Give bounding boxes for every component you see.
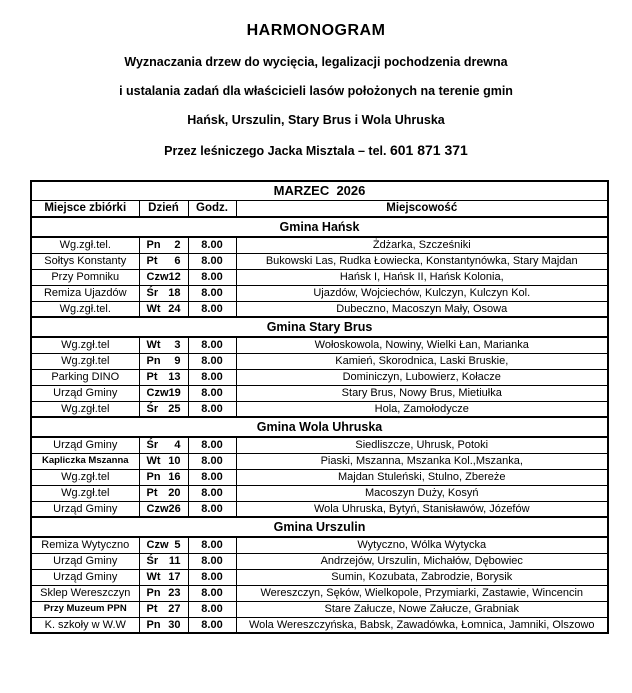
- day-wrap: [140, 354, 188, 368]
- column-header-row: [31, 200, 608, 217]
- day-abbreviation: Śr: [146, 439, 159, 452]
- time-cell: 8.00: [188, 369, 236, 385]
- day-abbreviation: Czw: [146, 387, 169, 399]
- day-number: 26: [168, 502, 181, 515]
- time-cell: 8.00: [188, 353, 236, 369]
- localities-cell: Ujazdów, Wojciechów, Kulczyn, Kulczyn Kol.: [236, 285, 608, 301]
- table-row: [31, 601, 608, 617]
- subtitle-line-3: Hańsk, Urszulin, Stary Brus i Wola Uhruska: [187, 113, 445, 127]
- table-row: [31, 501, 608, 517]
- day-cell: [139, 453, 188, 469]
- day-cell: [139, 501, 188, 517]
- meeting-place-cell: Wg.zgł.tel: [31, 337, 139, 353]
- localities-cell: Wereszczyn, Sęków, Wielkopole, Przymiarki, Zastawie, Wincencin: [236, 585, 608, 601]
- section-header-row: [31, 217, 608, 237]
- day-wrap: [140, 438, 188, 452]
- meeting-place-cell: Wg.zgł.tel: [31, 485, 139, 501]
- day-abbreviation: Pn: [146, 587, 161, 599]
- table-row: [31, 469, 608, 485]
- table-row: [31, 237, 608, 253]
- table-row: [31, 617, 608, 633]
- day-abbreviation: Wt: [146, 302, 161, 315]
- localities-cell: Stare Załucze, Nowe Załucze, Grabniak: [236, 601, 608, 617]
- day-cell: [139, 437, 188, 453]
- day-wrap: [140, 602, 188, 616]
- localities-cell: Macoszyn Duży, Kosyń: [236, 485, 608, 501]
- localities-cell: Wola Wereszczyńska, Babsk, Zawadówka, Łomnica, Jamniki, Olszowo: [236, 617, 608, 633]
- day-wrap: [140, 538, 188, 552]
- day-number: 2: [174, 239, 181, 252]
- day-abbreviation: Czw: [146, 539, 169, 552]
- table-row: [31, 553, 608, 569]
- day-cell: [139, 385, 188, 401]
- time-cell: 8.00: [188, 285, 236, 301]
- localities-cell: Wytyczno, Wólka Wytycka: [236, 537, 608, 553]
- meeting-place-cell: Urząd Gminy: [31, 553, 139, 569]
- table-title-row: [31, 181, 608, 200]
- day-abbreviation: Czw: [146, 271, 169, 283]
- phone-number: 601 871 371: [389, 142, 468, 158]
- meeting-place-cell: Remiza Wytyczno: [31, 537, 139, 553]
- day-number: 9: [174, 355, 181, 367]
- meeting-place-cell: Wg.zgł.tel: [31, 469, 139, 485]
- day-abbreviation: Śr: [146, 402, 159, 415]
- localities-cell: Kamień, Skorodnica, Laski Bruskie,: [236, 353, 608, 369]
- day-cell: [139, 337, 188, 353]
- table-row: [31, 453, 608, 469]
- localities-cell: Żdżarka, Szcześniki: [236, 237, 608, 253]
- section-header-row: [31, 417, 608, 437]
- time-cell: 8.00: [188, 617, 236, 633]
- meeting-place-cell: Parking DINO: [31, 369, 139, 385]
- day-cell: [139, 585, 188, 601]
- day-cell: [139, 301, 188, 317]
- table-row: [31, 585, 608, 601]
- localities-cell: Majdan Stuleński, Stulno, Zbereże: [236, 469, 608, 485]
- day-cell: [139, 601, 188, 617]
- meeting-place-cell: Urząd Gminy: [31, 569, 139, 585]
- day-number: 18: [168, 287, 181, 299]
- day-wrap: [140, 386, 188, 400]
- table-row: [31, 437, 608, 453]
- day-wrap: [140, 502, 188, 516]
- day-number: 13: [168, 371, 181, 383]
- day-cell: [139, 237, 188, 253]
- section-title: Gmina Wola Uhruska: [31, 417, 608, 437]
- meeting-place-cell: Wg.zgł.tel.: [31, 237, 139, 253]
- day-number: 27: [168, 603, 181, 615]
- day-number: 3: [174, 339, 181, 352]
- day-number: 16: [168, 471, 181, 483]
- localities-cell: Wołoskowola, Nowiny, Wielki Łan, Marianka: [236, 337, 608, 353]
- section-title: Gmina Hańsk: [31, 217, 608, 237]
- section-header-row: [31, 517, 608, 537]
- meeting-place-cell: Przy Muzeum PPN: [31, 601, 139, 617]
- day-wrap: [140, 586, 188, 600]
- day-abbreviation: Pt: [146, 255, 158, 267]
- day-number: 24: [168, 302, 181, 315]
- time-cell: 8.00: [188, 337, 236, 353]
- day-number: 12: [168, 271, 181, 283]
- time-cell: 8.00: [188, 469, 236, 485]
- time-cell: 8.00: [188, 385, 236, 401]
- table-row: [31, 301, 608, 317]
- day-wrap: [140, 302, 188, 316]
- day-cell: [139, 369, 188, 385]
- column-header-locality: Miejscowość: [236, 200, 608, 217]
- day-number: 19: [168, 387, 181, 399]
- day-wrap: [140, 254, 188, 268]
- day-abbreviation: Pn: [146, 618, 161, 631]
- day-cell: [139, 553, 188, 569]
- day-number: 23: [168, 587, 181, 599]
- table-row: [31, 337, 608, 353]
- day-cell: [139, 485, 188, 501]
- day-wrap: [140, 454, 188, 468]
- time-cell: 8.00: [188, 453, 236, 469]
- localities-cell: Stary Brus, Nowy Brus, Mietiułka: [236, 385, 608, 401]
- table-row: [31, 569, 608, 585]
- day-abbreviation: Pn: [146, 355, 161, 367]
- day-wrap: [140, 338, 188, 352]
- day-number: 11: [168, 555, 181, 567]
- meeting-place-cell: Urząd Gminy: [31, 437, 139, 453]
- localities-cell: Siedliszcze, Uhrusk, Potoki: [236, 437, 608, 453]
- time-cell: 8.00: [188, 485, 236, 501]
- day-abbreviation: Pt: [146, 371, 158, 383]
- time-cell: 8.00: [188, 437, 236, 453]
- localities-cell: Sumin, Kozubata, Zabrodzie, Borysik: [236, 569, 608, 585]
- day-wrap: [140, 554, 188, 568]
- day-cell: [139, 269, 188, 285]
- schedule-table: [30, 180, 609, 634]
- time-cell: 8.00: [188, 553, 236, 569]
- day-abbreviation: Pn: [146, 239, 161, 252]
- table-row: [31, 369, 608, 385]
- document-header: [0, 0, 632, 158]
- table-row: [31, 269, 608, 285]
- localities-cell: Hańsk I, Hańsk II, Hańsk Kolonia,: [236, 269, 608, 285]
- day-number: 30: [168, 618, 181, 631]
- meeting-place-cell: Przy Pomniku: [31, 269, 139, 285]
- day-number: 10: [168, 455, 181, 467]
- meeting-place-cell: Sklep Wereszczyn: [31, 585, 139, 601]
- subtitle-line-1: Wyznaczania drzew do wycięcia, legalizacji pochodzenia drewna: [124, 55, 508, 69]
- time-cell: 8.00: [188, 237, 236, 253]
- time-cell: 8.00: [188, 401, 236, 417]
- meeting-place-cell: Urząd Gminy: [31, 385, 139, 401]
- document-title: HARMONOGRAM: [246, 22, 386, 39]
- column-header-day: Dzień: [139, 200, 188, 217]
- meeting-place-cell: Kapliczka Mszanna: [31, 453, 139, 469]
- section-header-row: [31, 317, 608, 337]
- time-cell: 8.00: [188, 301, 236, 317]
- day-wrap: [140, 238, 188, 252]
- day-cell: [139, 285, 188, 301]
- meeting-place-cell: Urząd Gminy: [31, 501, 139, 517]
- localities-cell: Hola, Zamołodycze: [236, 401, 608, 417]
- day-abbreviation: Śr: [146, 287, 159, 299]
- day-abbreviation: Pn: [146, 471, 161, 483]
- meeting-place-cell: Remiza Ujazdów: [31, 285, 139, 301]
- day-wrap: [140, 486, 188, 500]
- subtitle-line-4: [0, 142, 632, 158]
- localities-cell: Andrzejów, Urszulin, Michałów, Dębowiec: [236, 553, 608, 569]
- day-cell: [139, 569, 188, 585]
- day-cell: [139, 537, 188, 553]
- time-cell: 8.00: [188, 537, 236, 553]
- day-number: 5: [174, 539, 181, 552]
- day-wrap: [140, 270, 188, 284]
- day-cell: [139, 469, 188, 485]
- time-cell: 8.00: [188, 601, 236, 617]
- day-abbreviation: Wt: [146, 571, 161, 583]
- day-cell: [139, 617, 188, 633]
- subtitle-line-2: i ustalania zadań dla właścicieli lasów położonych na terenie gmin: [119, 84, 513, 98]
- meeting-place-cell: Sołtys Konstanty: [31, 253, 139, 269]
- schedule-body: [31, 217, 608, 633]
- table-title: MARZEC 2026: [31, 181, 608, 200]
- day-wrap: [140, 402, 188, 416]
- day-wrap: [140, 286, 188, 300]
- table-row: [31, 385, 608, 401]
- day-abbreviation: Śr: [146, 555, 159, 567]
- day-cell: [139, 353, 188, 369]
- day-number: 20: [168, 487, 181, 499]
- meeting-place-cell: K. szkoły w W.W: [31, 617, 139, 633]
- localities-cell: Bukowski Las, Rudka Łowiecka, Konstantynówka, Stary Majdan: [236, 253, 608, 269]
- day-cell: [139, 253, 188, 269]
- day-wrap: [140, 470, 188, 484]
- localities-cell: Piaski, Mszanna, Mszanka Kol.,Mszanka,: [236, 453, 608, 469]
- day-wrap: [140, 370, 188, 384]
- forester-contact-text: Przez leśniczego Jacka Misztala – tel.: [164, 144, 390, 158]
- table-row: [31, 353, 608, 369]
- meeting-place-cell: Wg.zgł.tel: [31, 401, 139, 417]
- day-number: 25: [168, 402, 181, 415]
- day-abbreviation: Pt: [146, 603, 158, 615]
- day-number: 4: [174, 439, 181, 452]
- localities-cell: Dominiczyn, Lubowierz, Kołacze: [236, 369, 608, 385]
- table-row: [31, 401, 608, 417]
- time-cell: 8.00: [188, 501, 236, 517]
- day-wrap: [140, 618, 188, 632]
- day-abbreviation: Pt: [146, 487, 158, 499]
- section-title: Gmina Urszulin: [31, 517, 608, 537]
- column-header-meeting-place: Miejsce zbiórki: [31, 200, 139, 217]
- table-row: [31, 485, 608, 501]
- day-cell: [139, 401, 188, 417]
- time-cell: 8.00: [188, 569, 236, 585]
- day-wrap: [140, 570, 188, 584]
- table-row: [31, 285, 608, 301]
- table-row: [31, 537, 608, 553]
- time-cell: 8.00: [188, 585, 236, 601]
- time-cell: 8.00: [188, 253, 236, 269]
- localities-cell: Wola Uhruska, Bytyń, Stanisławów, Józefów: [236, 501, 608, 517]
- day-abbreviation: Wt: [146, 339, 161, 352]
- time-cell: 8.00: [188, 269, 236, 285]
- day-number: 17: [168, 571, 181, 583]
- day-abbreviation: Czw: [146, 502, 169, 515]
- column-header-time: Godz.: [188, 200, 236, 217]
- section-title: Gmina Stary Brus: [31, 317, 608, 337]
- meeting-place-cell: Wg.zgł.tel.: [31, 301, 139, 317]
- meeting-place-cell: Wg.zgł.tel: [31, 353, 139, 369]
- table-row: [31, 253, 608, 269]
- day-number: 6: [174, 255, 181, 267]
- localities-cell: Dubeczno, Macoszyn Mały, Osowa: [236, 301, 608, 317]
- day-abbreviation: Wt: [146, 455, 161, 467]
